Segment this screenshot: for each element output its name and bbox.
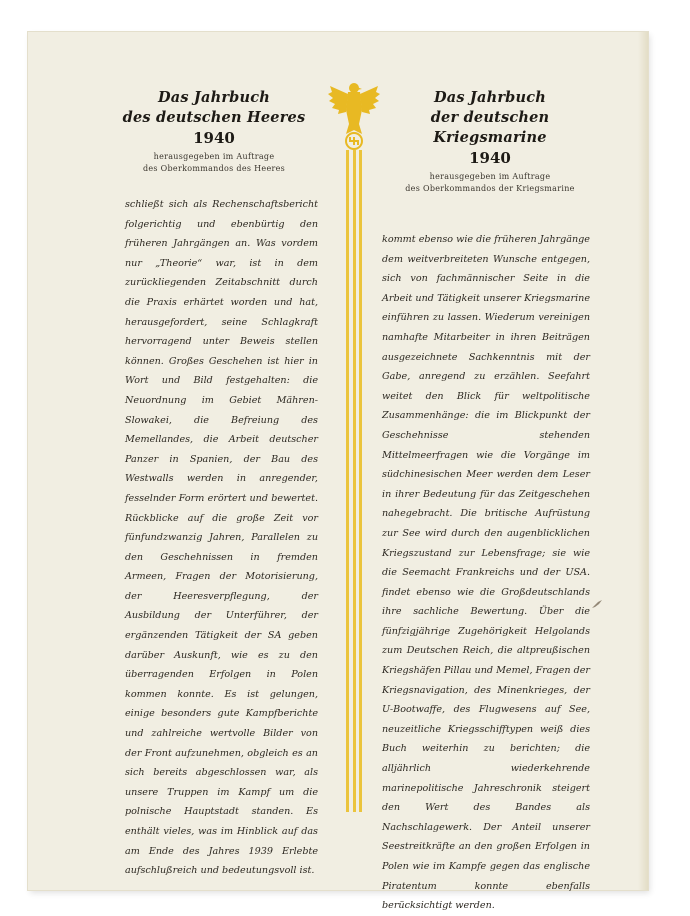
right-body-text: kommt ebenso wie die früheren Jahrgänge dem weitverbreiteten Wunsche entgegen, sich von fachmännischer Seite in die Arbeit und Tätigkeit unserer Kriegsmarine einführen zu lassen. Wiederum vereinigen namhafte Mitarbeiter in ihren Beiträgen ausgezeichnete Sachkenntnis mit der Gabe, anregend zu erzählen. Seefahrt weitet den Blick für weltpolitische Zusammenhänge: die im Blickpunkt der Geschehnisse stehenden Mittelmeerfragen wie die Vorgänge im südchinesischen Meer werden dem Leser in ihrer Bedeutung für das Zeitgeschehen nahegebracht. Die britische Aufrüstung zur See wird durch den augenblicklichen Kriegszustand zur Lebensfrage; sie wie die Seemacht Frankreichs und der USA. findet ebenso wie die Großdeutschlands ihre sachliche Bewertung. Über die fünfzigjährige Zugehörigkeit Helgolands zum Deutschen Reich, die altpreußischen Kriegshäfen Pillau und Memel, Fragen der Kriegsnavigation, des Minenkrieges, der U-Bootwaffe, des Flugwesens auf See, neuzeitliche Kriegsschifftypen weiß dies Buch weiterhin zu berichten; die alljährlich wiederkehrende marinepolitische Jahreschronik steigert den Wert des Bandes als Nachschlagewerk. Der Anteil unserer Seestreitkräfte an den großen Erfolgen in Polen wie im Kampfe gegen das englische Piratentum konnte ebenfalls berücksichtigt werden. [382, 234, 590, 912]
right-subtitle-line2: des Oberkommandos der Kriegsmarine [405, 184, 575, 193]
right-title-line3: Kriegsmarine [433, 129, 547, 146]
left-header [110, 88, 318, 175]
left-year: 1940 [193, 129, 235, 147]
ink-smudge-mark [590, 598, 604, 610]
left-title-line1: Das Jahrbuch [157, 89, 271, 106]
right-year: 1940 [469, 149, 511, 167]
gold-stripe [353, 150, 356, 812]
left-body-text: schließt sich als Rechenschaftsbericht folgerichtig und ebenbürtig den früheren Jahrgängen an. Was vordem nur „Theorie“ war, ist in dem zurückliegenden Zeitabschnitt durch die Praxis erhärtet worden und hat, herausgefordert, seine Schlagkraft hervorragend unter Beweis stellen können. Großes Geschehen ist hier in Wort und Bild festgehalten: die Neuordnung im Gebiet Mähren-Slowakei, die Befreiung des Memellandes, die Arbeit deutscher Panzer in Spanien, der Bau des Westwalls werden in anregender, fesselnder Form erörtert und bewertet. Rückblicke auf die große Zeit vor fünfundzwanzig Jahren, Parallelen zu den Geschehnissen in fremden Armeen, Fragen der Motorisierung, der Heeresverpflegung, der Ausbildung der Unterführer, der ergänzenden Tätigkeit der SA geben darüber Auskunft, wie es zu den überragenden Erfolgen in Polen kommen konnte. Es ist gelungen, einige besonders gute Kampfberichte und zahlreiche wertvolle Bilder von der Front aufzunehmen, obgleich es an sich bereits abgeschlossen war, als unsere Truppen im Kampf um die polnische Hauptstadt standen. Es enthält vieles, was im Hinblick auf das am Ende des Jahres 1939 Erlebte aufschlußreich und bedeutungsvoll ist. [125, 199, 318, 877]
left-title-line2: des deutschen Heeres [122, 109, 306, 126]
gold-stripe [346, 150, 349, 812]
left-subtitle-line2: des Oberkommandos des Heeres [142, 164, 286, 173]
right-title-line1: Das Jahrbuch [433, 89, 547, 106]
right-subtitle-line1: herausgegeben im Auftrage [429, 172, 551, 181]
left-subtitle-line1: herausgegeben im Auftrage [153, 152, 275, 161]
gold-stripes-divider [346, 150, 362, 812]
gold-stripe [359, 150, 362, 812]
eagle-emblem-icon [326, 80, 382, 152]
right-title-line2: der deutschen [430, 109, 550, 126]
right-header [380, 88, 600, 195]
